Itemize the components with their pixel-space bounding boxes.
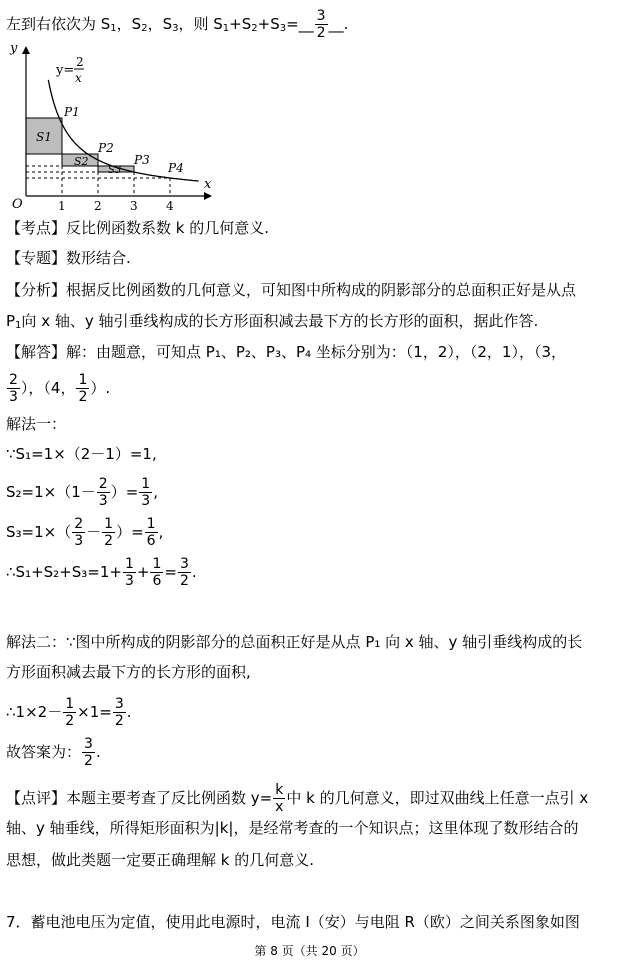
point-p2: P2 [98,141,114,155]
area-s3-label: S3 [108,165,122,176]
point-p4: P4 [168,161,184,175]
answer-line: 故答案为： $\frac{3}{2}$ . [6,736,101,769]
method2-line1: 解法二：∵图中所构成的阴影部分的总面积正好是从点 P₁ 向 x 轴、y 轴引垂线构成的长 [6,633,583,651]
tick-1: 1 [58,199,66,211]
tick-2: 2 [94,199,102,211]
method1-s1: ∵S₁=1×（2－1）=1, [6,445,157,463]
method1-s2: S₂=1×（1－ $\frac{2}{3}$ ）= $\frac{1}{3}$ , [6,476,158,509]
jieda-label: 【解答】 [6,343,67,361]
dianping-label: 【点评】 [6,789,67,807]
zhuanti-line: 【专题】数形结合. [6,249,131,267]
intro-answer-fraction: $\frac{3}{2}$ [316,8,326,41]
method1-sum: ∴S₁+S₂+S₃=1+ $\frac{1}{3}$ + $\frac{1}{6}$ = $\frac{3}{2}$ . [6,556,197,589]
tick-3: 3 [130,199,138,211]
area-s2-label: S2 [74,155,89,168]
tick-4: 4 [166,199,174,211]
func-label-prefix: y= [56,63,75,78]
jieda-line1: 【解答】解：由题意，可知点 P₁、P₂、P₃、P₄ 坐标分别为：（1，2），（2，1），（3， [6,343,567,361]
method2-calc: ∴1×2－ $\frac{1}{2}$ ×1= $\frac{3}{2}$ . [6,696,132,729]
method2-line2: 方形面积减去最下方的长方形的面积, [6,663,251,681]
area-s1-label: S1 [36,130,52,144]
fenxi-label: 【分析】 [6,281,67,299]
method1-title: 解法一： [6,415,67,433]
dianping-line1: 【点评】本题主要考查了反比例函数 y= $\frac{k}{x}$ 中 k 的几何意义，即过双曲线上任意一点引 x [6,782,589,815]
point-p3: P3 [134,153,150,167]
x-axis-label: x [204,177,212,192]
jieda-line2: $\frac{2}{3}$ ），（4， $\frac{1}{2}$ ）. [9,372,111,405]
page-footer: 第 8 页（共 20 页） [254,944,365,958]
zhuanti-label: 【专题】 [6,249,67,267]
kaodian-label: 【考点】 [6,219,67,237]
method1-s3: S₃=1×（ $\frac{2}{3}$ － $\frac{1}{2}$ ）= $\frac{1}{6}$ , [6,516,164,549]
dianping-line3: 思想，做此类题一定要正确理解 k 的几何意义. [6,851,314,869]
dianping-line2: 轴、y 轴垂线，所得矩形面积为|k|，是经常考查的一个知识点；这里体现了数形结合的 [6,819,579,837]
y-arrow-icon [22,46,30,54]
next-question: 7．蓄电池电压为定值，使用此电源时，电流 I（安）与电阻 R（欧）之间关系图象如图 [6,913,580,931]
fenxi-line1: 【分析】根据反比例函数的几何意义，可知图中所构成的阴影部分的总面积正好是从点 [6,281,577,299]
y-axis-label: y [10,41,18,56]
kaodian-line: 【考点】反比例函数系数 k 的几何意义. [6,219,270,237]
point-p1: P1 [64,105,80,119]
func-label-den: x [75,71,82,85]
inverse-function-figure [0,36,220,211]
func-label-num: 2 [76,55,84,69]
fenxi-line2: $P_1$向 x 轴、y 轴引垂线构成的长方形面积减去最下方的长方形的面积，据此作答. [6,312,539,331]
origin-label: O [12,197,23,211]
intro-line: 左到右依次为 $S_1$，$S_2$，$S_3$，则 $S_1+S_2+S_3=\_\_$ $\frac{3}{2}$ __. [6,8,349,41]
x-arrow-icon [204,192,212,200]
